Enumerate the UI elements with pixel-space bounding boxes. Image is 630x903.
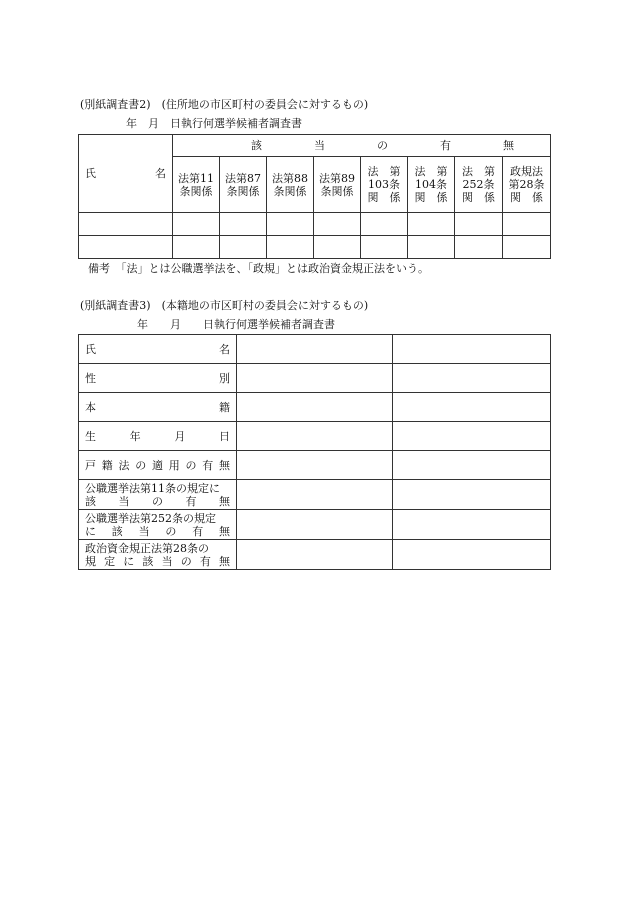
row-label-text: 無	[219, 494, 230, 508]
group-header-char: 当	[314, 139, 325, 152]
row-label-line	[79, 430, 236, 443]
table-row	[79, 236, 551, 259]
data-cell[interactable]	[455, 236, 503, 259]
row-label-text: 当	[138, 524, 150, 538]
data-cell[interactable]	[503, 213, 551, 236]
value-cell[interactable]	[237, 364, 393, 393]
name-header-char-1: 氏	[85, 167, 96, 180]
row-sex	[79, 364, 551, 393]
value-cell[interactable]	[237, 335, 393, 364]
value-cell[interactable]	[237, 393, 393, 422]
value-cell[interactable]	[237, 422, 393, 451]
value-cell[interactable]	[237, 451, 393, 480]
row-label-line	[79, 555, 236, 568]
value-cell[interactable]	[237, 510, 393, 540]
value-cell[interactable]	[393, 335, 551, 364]
data-cell[interactable]	[220, 236, 267, 259]
row-label-text: 有	[185, 494, 197, 508]
data-cell[interactable]	[267, 236, 314, 259]
row-label-cell	[79, 335, 237, 364]
column-header-art11: 法第11 条関係	[173, 157, 220, 213]
column-header-art252: 法 第 252条 関 係	[455, 157, 503, 213]
section1-note: 備考 「法」とは公職選挙法を、「政規」とは政治資金規正法をいう。	[88, 262, 429, 275]
row-label-text: の	[180, 554, 192, 568]
name-header-cell	[79, 135, 173, 213]
row-label-line	[79, 482, 236, 495]
data-cell[interactable]	[361, 213, 408, 236]
applicability-group-header	[173, 135, 551, 157]
row-label-cell	[79, 510, 237, 540]
data-cell[interactable]	[267, 213, 314, 236]
section2-title: 年 月 日執行何選挙候補者調査書	[137, 318, 335, 331]
candidate-survey-table-1	[78, 134, 551, 259]
data-cell[interactable]	[408, 213, 455, 236]
row-label-text: 籍	[219, 400, 230, 414]
row-label-cell	[79, 422, 237, 451]
row-label-text: 有	[199, 554, 211, 568]
section1-title: 年 月 日執行何選挙候補者調査書	[126, 117, 302, 130]
row-label-text: の	[152, 494, 163, 508]
row-pelection-art11	[79, 480, 551, 510]
column-header-art104: 法 第 104条 関 係	[408, 157, 455, 213]
row-name	[79, 335, 551, 364]
row-label-line	[79, 372, 236, 385]
column-header-political-funds-28: 政規法 第28条 関 係	[503, 157, 551, 213]
group-header-char: 該	[251, 139, 262, 152]
row-label-text: 名	[219, 342, 230, 356]
value-cell[interactable]	[393, 393, 551, 422]
row-label-text: 当	[118, 494, 130, 508]
row-label-text: 籍	[101, 458, 113, 472]
row-label-text: 別	[219, 371, 230, 385]
data-cell[interactable]	[220, 213, 267, 236]
section1-heading: (別紙調査書2) (住所地の市区町村の委員会に対するもの)	[80, 98, 369, 111]
name-cell[interactable]	[79, 213, 173, 236]
column-header-art88: 法第88 条関係	[267, 157, 314, 213]
column-header-art103: 法 第 103条 関 係	[361, 157, 408, 213]
row-label-text: 政治資金規正法第28条の	[85, 541, 209, 555]
row-label-text: の	[165, 524, 177, 538]
row-label-text: 月	[174, 429, 186, 443]
candidate-survey-table-2	[78, 334, 551, 570]
row-label-text: 規	[85, 554, 96, 568]
row-label-text: 当	[161, 554, 173, 568]
column-header-art89: 法第89 条関係	[314, 157, 361, 213]
row-label-cell	[79, 393, 237, 422]
row-label-text: の	[185, 458, 197, 472]
group-header-char: 無	[503, 139, 514, 152]
row-label-line	[79, 495, 236, 508]
row-label-cell	[79, 480, 237, 510]
data-cell[interactable]	[314, 236, 361, 259]
row-label-text: の	[135, 458, 147, 472]
name-cell[interactable]	[79, 236, 173, 259]
row-registered-domicile	[79, 393, 551, 422]
row-label-text: 有	[202, 458, 214, 472]
row-label-cell	[79, 451, 237, 480]
value-cell[interactable]	[393, 422, 551, 451]
row-label-text: 性	[85, 371, 96, 385]
group-header-char: 有	[440, 139, 451, 152]
row-label-line	[79, 343, 236, 356]
row-label-text: 適	[152, 458, 163, 472]
group-header-char: の	[377, 139, 388, 152]
row-label-text: 公職選挙法第252条の規定	[85, 511, 216, 525]
value-cell[interactable]	[393, 540, 551, 570]
value-cell[interactable]	[393, 510, 551, 540]
row-label-text: 年	[129, 429, 141, 443]
value-cell[interactable]	[393, 451, 551, 480]
row-label-line	[79, 459, 236, 472]
row-label-text: に	[123, 554, 135, 568]
row-birth-date	[79, 422, 551, 451]
row-label-cell	[79, 364, 237, 393]
data-cell[interactable]	[503, 236, 551, 259]
row-label-text: 用	[168, 458, 180, 472]
row-political-funds-art28	[79, 540, 551, 570]
data-cell[interactable]	[173, 236, 220, 259]
row-label-text: 本	[85, 400, 96, 414]
row-family-registry-act	[79, 451, 551, 480]
data-cell[interactable]	[173, 213, 220, 236]
row-label-text: 氏	[85, 342, 96, 356]
row-label-text: 日	[218, 429, 230, 443]
data-cell[interactable]	[455, 213, 503, 236]
row-label-text: に	[85, 524, 96, 538]
value-cell[interactable]	[237, 480, 393, 510]
row-pelection-art252	[79, 510, 551, 540]
row-label-text: 戸	[85, 458, 96, 472]
row-label-text: 無	[219, 458, 230, 472]
row-label-text: 定	[104, 554, 116, 568]
data-cell[interactable]	[314, 213, 361, 236]
row-label-text: 無	[218, 524, 230, 538]
row-label-text: 有	[192, 524, 204, 538]
table-row	[79, 213, 551, 236]
survey-table-2-body	[79, 335, 551, 570]
column-header-art87: 法第87 条関係	[220, 157, 267, 213]
row-label-text: 該	[142, 554, 154, 568]
row-label-line	[79, 401, 236, 414]
section2-heading: (別紙調査書3) (本籍地の市区町村の委員会に対するもの)	[80, 299, 369, 312]
value-cell[interactable]	[393, 364, 551, 393]
row-label-text: 無	[218, 554, 230, 568]
row-label-line	[79, 542, 236, 555]
row-label-line	[79, 525, 236, 538]
row-label-text: 公職選挙法第11条の規定に	[85, 481, 220, 495]
name-header-char-2: 名	[155, 167, 166, 180]
data-cell[interactable]	[361, 236, 408, 259]
row-label-text: 該	[111, 524, 123, 538]
row-label-text: 法	[118, 458, 130, 472]
row-label-cell	[79, 540, 237, 570]
row-label-text: 生	[85, 429, 96, 443]
value-cell[interactable]	[393, 480, 551, 510]
data-cell[interactable]	[408, 236, 455, 259]
value-cell[interactable]	[237, 540, 393, 570]
row-label-text: 該	[85, 494, 96, 508]
row-label-line	[79, 512, 236, 525]
